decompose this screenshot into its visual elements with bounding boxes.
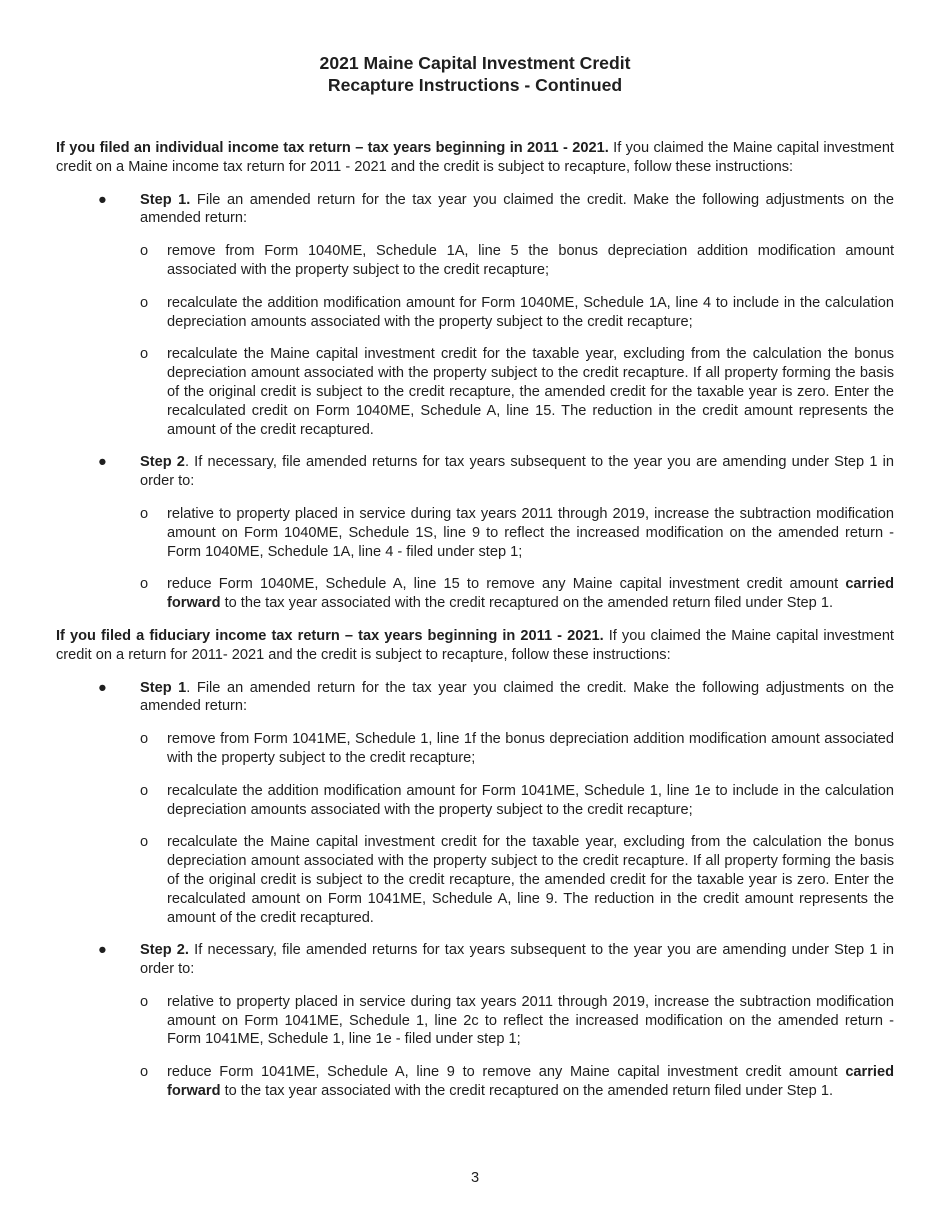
sub-item-text: remove from Form 1040ME, Schedule 1A, line 5 the bonus depreciation addition modification amount associated with the property subject to the credit recapture; (167, 243, 894, 278)
individual-step-2-item-1 (56, 505, 894, 561)
step-label: Step 1 (140, 679, 187, 696)
sub-item-text: recalculate the Maine capital investment credit for the taxable year, excluding from the calculation the bonus depreciation amount associated with the property subject to the credit recapture. If all property forming the basis of the original credit is subject to the credit recapture, the amended credit for the taxable year is zero. Enter the recalculated credit on Form 1040ME, Schedule A, line 15. The reduction in the credit amount represents the amount of the credit recaptured. (167, 346, 894, 438)
fiduciary-step-2-item-2 (56, 1063, 894, 1101)
document-page (56, 52, 894, 1101)
fiduciary-step-1-item-2 (56, 782, 894, 820)
individual-step-1-item-2 (56, 294, 894, 332)
fiduciary-step-2-item-1 (56, 993, 894, 1049)
sub-item-text: recalculate the addition modification amount for Form 1040ME, Schedule 1A, line 4 to include in the calculation depreciation amounts associated with the property subject to the credit recapture; (167, 294, 894, 330)
sub-bullet-icon: o (140, 505, 149, 522)
individual-intro-text: If you claimed the Maine capital investment credit on a Maine income tax return for 2011 - 2021 and the credit is subject to recapture, follow these instructions: (56, 140, 894, 175)
step-label: Step 2. (140, 942, 189, 959)
sub-item-text: reduce Form 1040ME, Schedule A, line 15 to remove any Maine capital investment credit amount (167, 576, 846, 593)
sub-bullet-icon: o (140, 294, 149, 311)
fiduciary-step-1-item-3 (56, 833, 894, 927)
bullet-icon: ● (98, 454, 107, 471)
sub-bullet-icon: o (140, 993, 149, 1010)
sub-bullet-icon: o (140, 1064, 149, 1081)
document-title (56, 52, 894, 96)
sub-item-text: recalculate the addition modification amount for Form 1041ME, Schedule 1, line 1e to include in the calculation depreciation amounts associated with the property subject to the credit recapture; (167, 782, 894, 818)
individual-step-2 (56, 453, 894, 491)
step-label: Step 1. (140, 191, 191, 208)
sub-item-text-end: to the tax year associated with the credit recaptured on the amended return filed under Step 1. (220, 595, 834, 612)
sub-bullet-icon: o (140, 834, 149, 851)
individual-intro (56, 139, 894, 177)
sub-item-text: remove from Form 1041ME, Schedule 1, line 1f the bonus depreciation addition modification amount associated with the property subject to the credit recapture; (167, 731, 894, 766)
step-label: Step 2 (140, 454, 185, 471)
step-text: . If necessary, file amended returns for tax years subsequent to the year you are amending under Step 1 in order to: (140, 454, 895, 490)
step-text: File an amended return for the tax year you claimed the credit. Make the following adjustments on the amended return: (140, 191, 894, 227)
sub-bullet-icon: o (140, 243, 149, 260)
carried-forward-emphasis: carried forward (167, 1064, 894, 1100)
bullet-icon: ● (98, 191, 107, 208)
step-text: . File an amended return for the tax year you claimed the credit. Make the following adjustments on the amended return: (140, 679, 894, 715)
sub-bullet-icon: o (140, 731, 149, 748)
fiduciary-intro-text: If you claimed the Maine capital investment credit on a return for 2011- 2021 and the credit is subject to recapture, follow these instructions: (56, 627, 894, 663)
title-line-1: 2021 Maine Capital Investment Credit (319, 53, 631, 73)
fiduciary-heading: If you filed a fiduciary income tax return – tax years beginning in 2011 - 2021. (56, 627, 604, 644)
bullet-icon: ● (98, 942, 107, 959)
fiduciary-step-1-item-1 (56, 730, 894, 768)
sub-bullet-icon: o (140, 346, 149, 363)
fiduciary-step-1 (56, 679, 894, 717)
sub-item-text: relative to property placed in service during tax years 2011 through 2019, increase the subtraction modification amount on Form 1041ME, Schedule 1, line 2c to reflect the increased modification on the amended return - Form 1041ME, Schedule 1, line 1e - filed under step 1; (167, 993, 894, 1048)
individual-step-1 (56, 191, 894, 229)
sub-item-text: relative to property placed in service during tax years 2011 through 2019, increase the subtraction modification amount on Form 1040ME, Schedule 1S, line 9 to reflect the increased modification on the amended return - Form 1040ME, Schedule 1A, line 4 - filed under step 1; (167, 505, 894, 560)
step-text: If necessary, file amended returns for tax years subsequent to the year you are amending under Step 1 in order to: (140, 942, 894, 978)
bullet-icon: ● (98, 679, 107, 696)
title-line-2: Recapture Instructions - Continued (327, 75, 623, 95)
individual-step-1-item-3 (56, 345, 894, 439)
carried-forward-emphasis: carried forward (167, 576, 894, 612)
individual-step-1-item-1 (56, 242, 894, 280)
sub-item-text: recalculate the Maine capital investment credit for the taxable year, excluding from the calculation the bonus depreciation amount associated with the property subject to the credit recapture. If all property forming the basis of the original credit is subject to the credit recapture, the amended credit for the taxable year is zero. Enter the recalculated amount on Form 1041ME, Schedule A, line 9. The reduction in the credit amount represents the amount of the credit recaptured. (167, 834, 894, 926)
sub-item-text: reduce Form 1041ME, Schedule A, line 9 to remove any Maine capital investment credit amount (167, 1064, 846, 1081)
individual-heading: If you filed an individual income tax return – tax years beginning in 2011 - 2021. (56, 140, 609, 156)
sub-bullet-icon: o (140, 782, 149, 799)
individual-step-2-item-2 (56, 575, 894, 613)
sub-item-text-end: to the tax year associated with the credit recaptured on the amended return filed under Step 1. (220, 1083, 834, 1100)
fiduciary-step-2 (56, 941, 894, 979)
page-number: 3 (470, 1170, 480, 1186)
sub-bullet-icon: o (140, 576, 149, 593)
fiduciary-intro (56, 627, 894, 665)
